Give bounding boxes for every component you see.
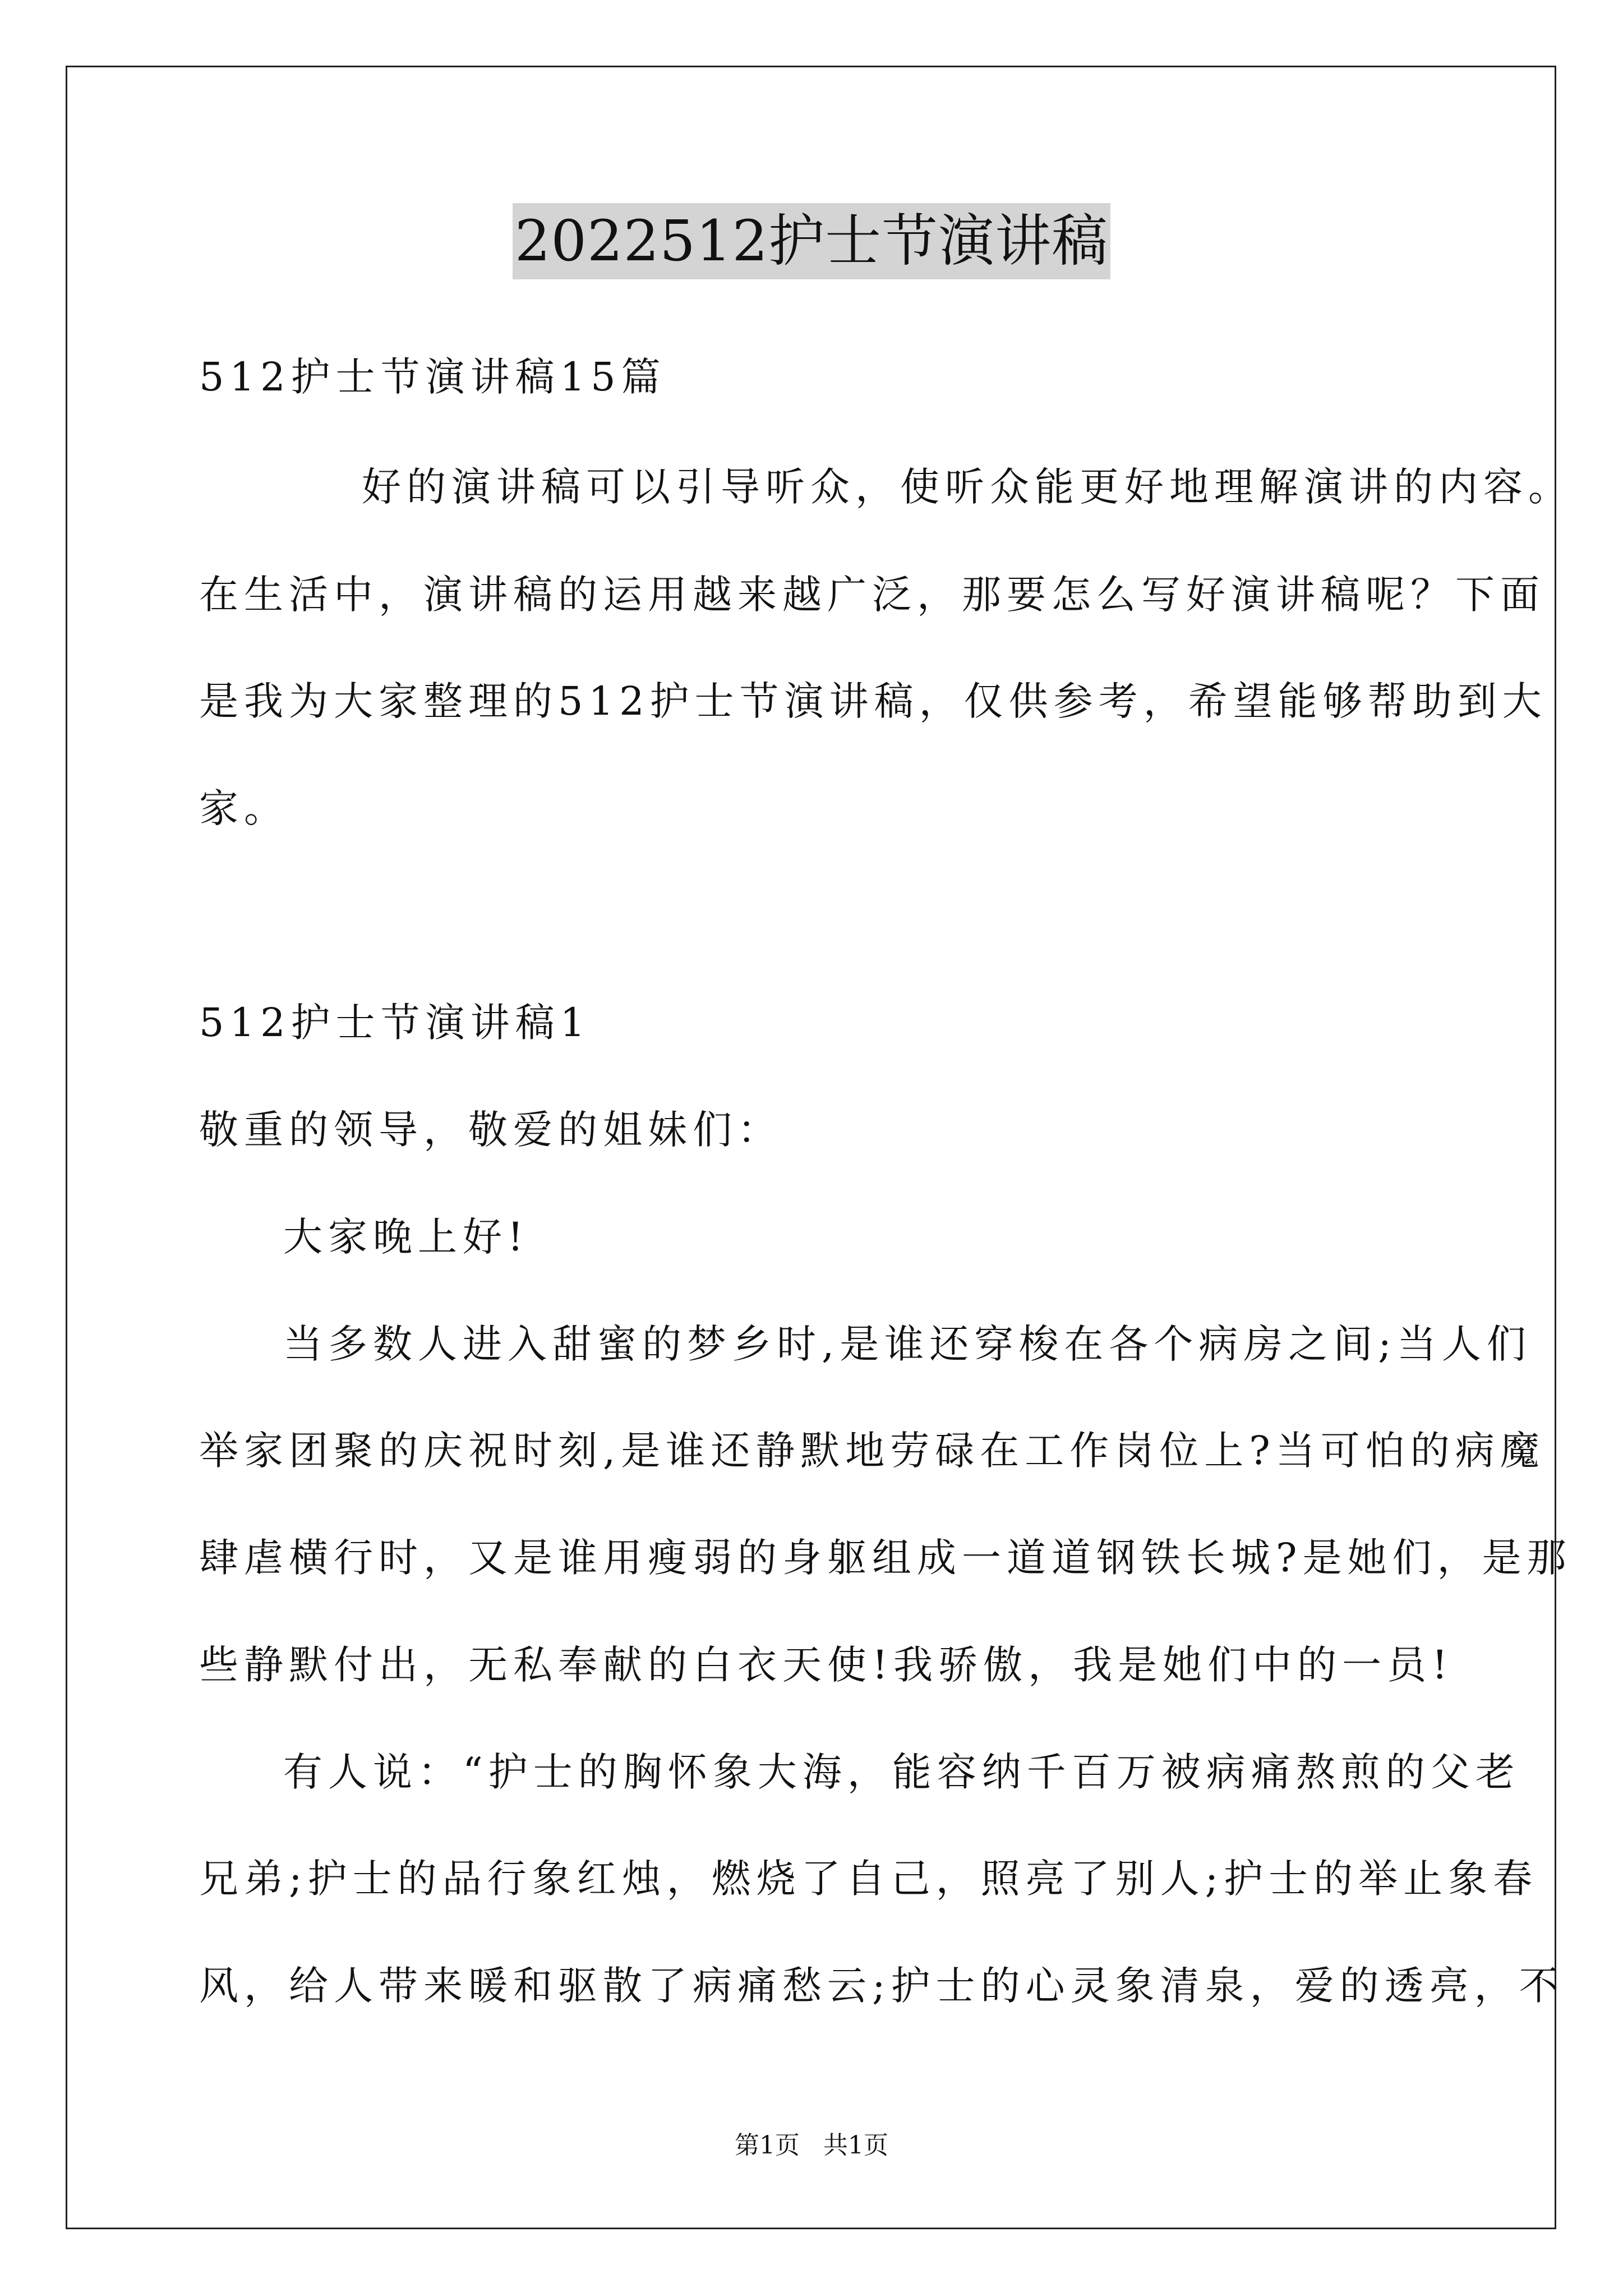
greeting: 大家晚上好!: [283, 1214, 529, 1260]
subtitle: 512护士节演讲稿15篇: [199, 354, 666, 400]
intro-line: 在生活中，演讲稿的运用越来越广泛，那要怎么写好演讲稿呢？下面: [199, 572, 1545, 618]
document-title: 2022512护士节演讲稿: [513, 203, 1110, 279]
paragraph-line: 风，给人带来暖和驱散了病痛愁云;护士的心灵象清泉，爱的透亮，不: [199, 1963, 1564, 2009]
paragraph-line: 举家团聚的庆祝时刻,是谁还静默地劳碌在工作岗位上?当可怕的病魔: [199, 1428, 1545, 1474]
intro-line: 是我为大家整理的512护士节演讲稿，仅供参考，希望能够帮助到大: [199, 678, 1547, 724]
section-heading: 512护士节演讲稿1: [199, 1000, 591, 1046]
paragraph-line: 些静默付出，无私奉献的白衣天使!我骄傲，我是她们中的一员!: [199, 1642, 1454, 1688]
paragraph-line: 肆虐横行时，又是谁用瘦弱的身躯组成一道道钢铁长城?是她们，是那: [199, 1535, 1572, 1581]
paragraph-line: 当多数人进入甜蜜的梦乡时,是谁还穿梭在各个病房之间;当人们: [283, 1321, 1532, 1367]
paragraph-line: 有人说：“护士的胸怀象大海，能容纳千百万被病痛熬煎的父老: [283, 1749, 1520, 1795]
title-block: [0, 203, 1623, 279]
intro-line: 家。: [199, 785, 289, 831]
page-footer: 第1页 共1页: [735, 2131, 888, 2160]
paragraph-line: 兄弟;护士的品行象红烛，燃烧了自己，照亮了别人;护士的举止象春: [199, 1856, 1538, 1902]
salutation: 敬重的领导，敬爱的姐妹们：: [199, 1107, 782, 1153]
intro-line: 好的演讲稿可以引导听众，使听众能更好地理解演讲的内容。: [362, 464, 1573, 510]
